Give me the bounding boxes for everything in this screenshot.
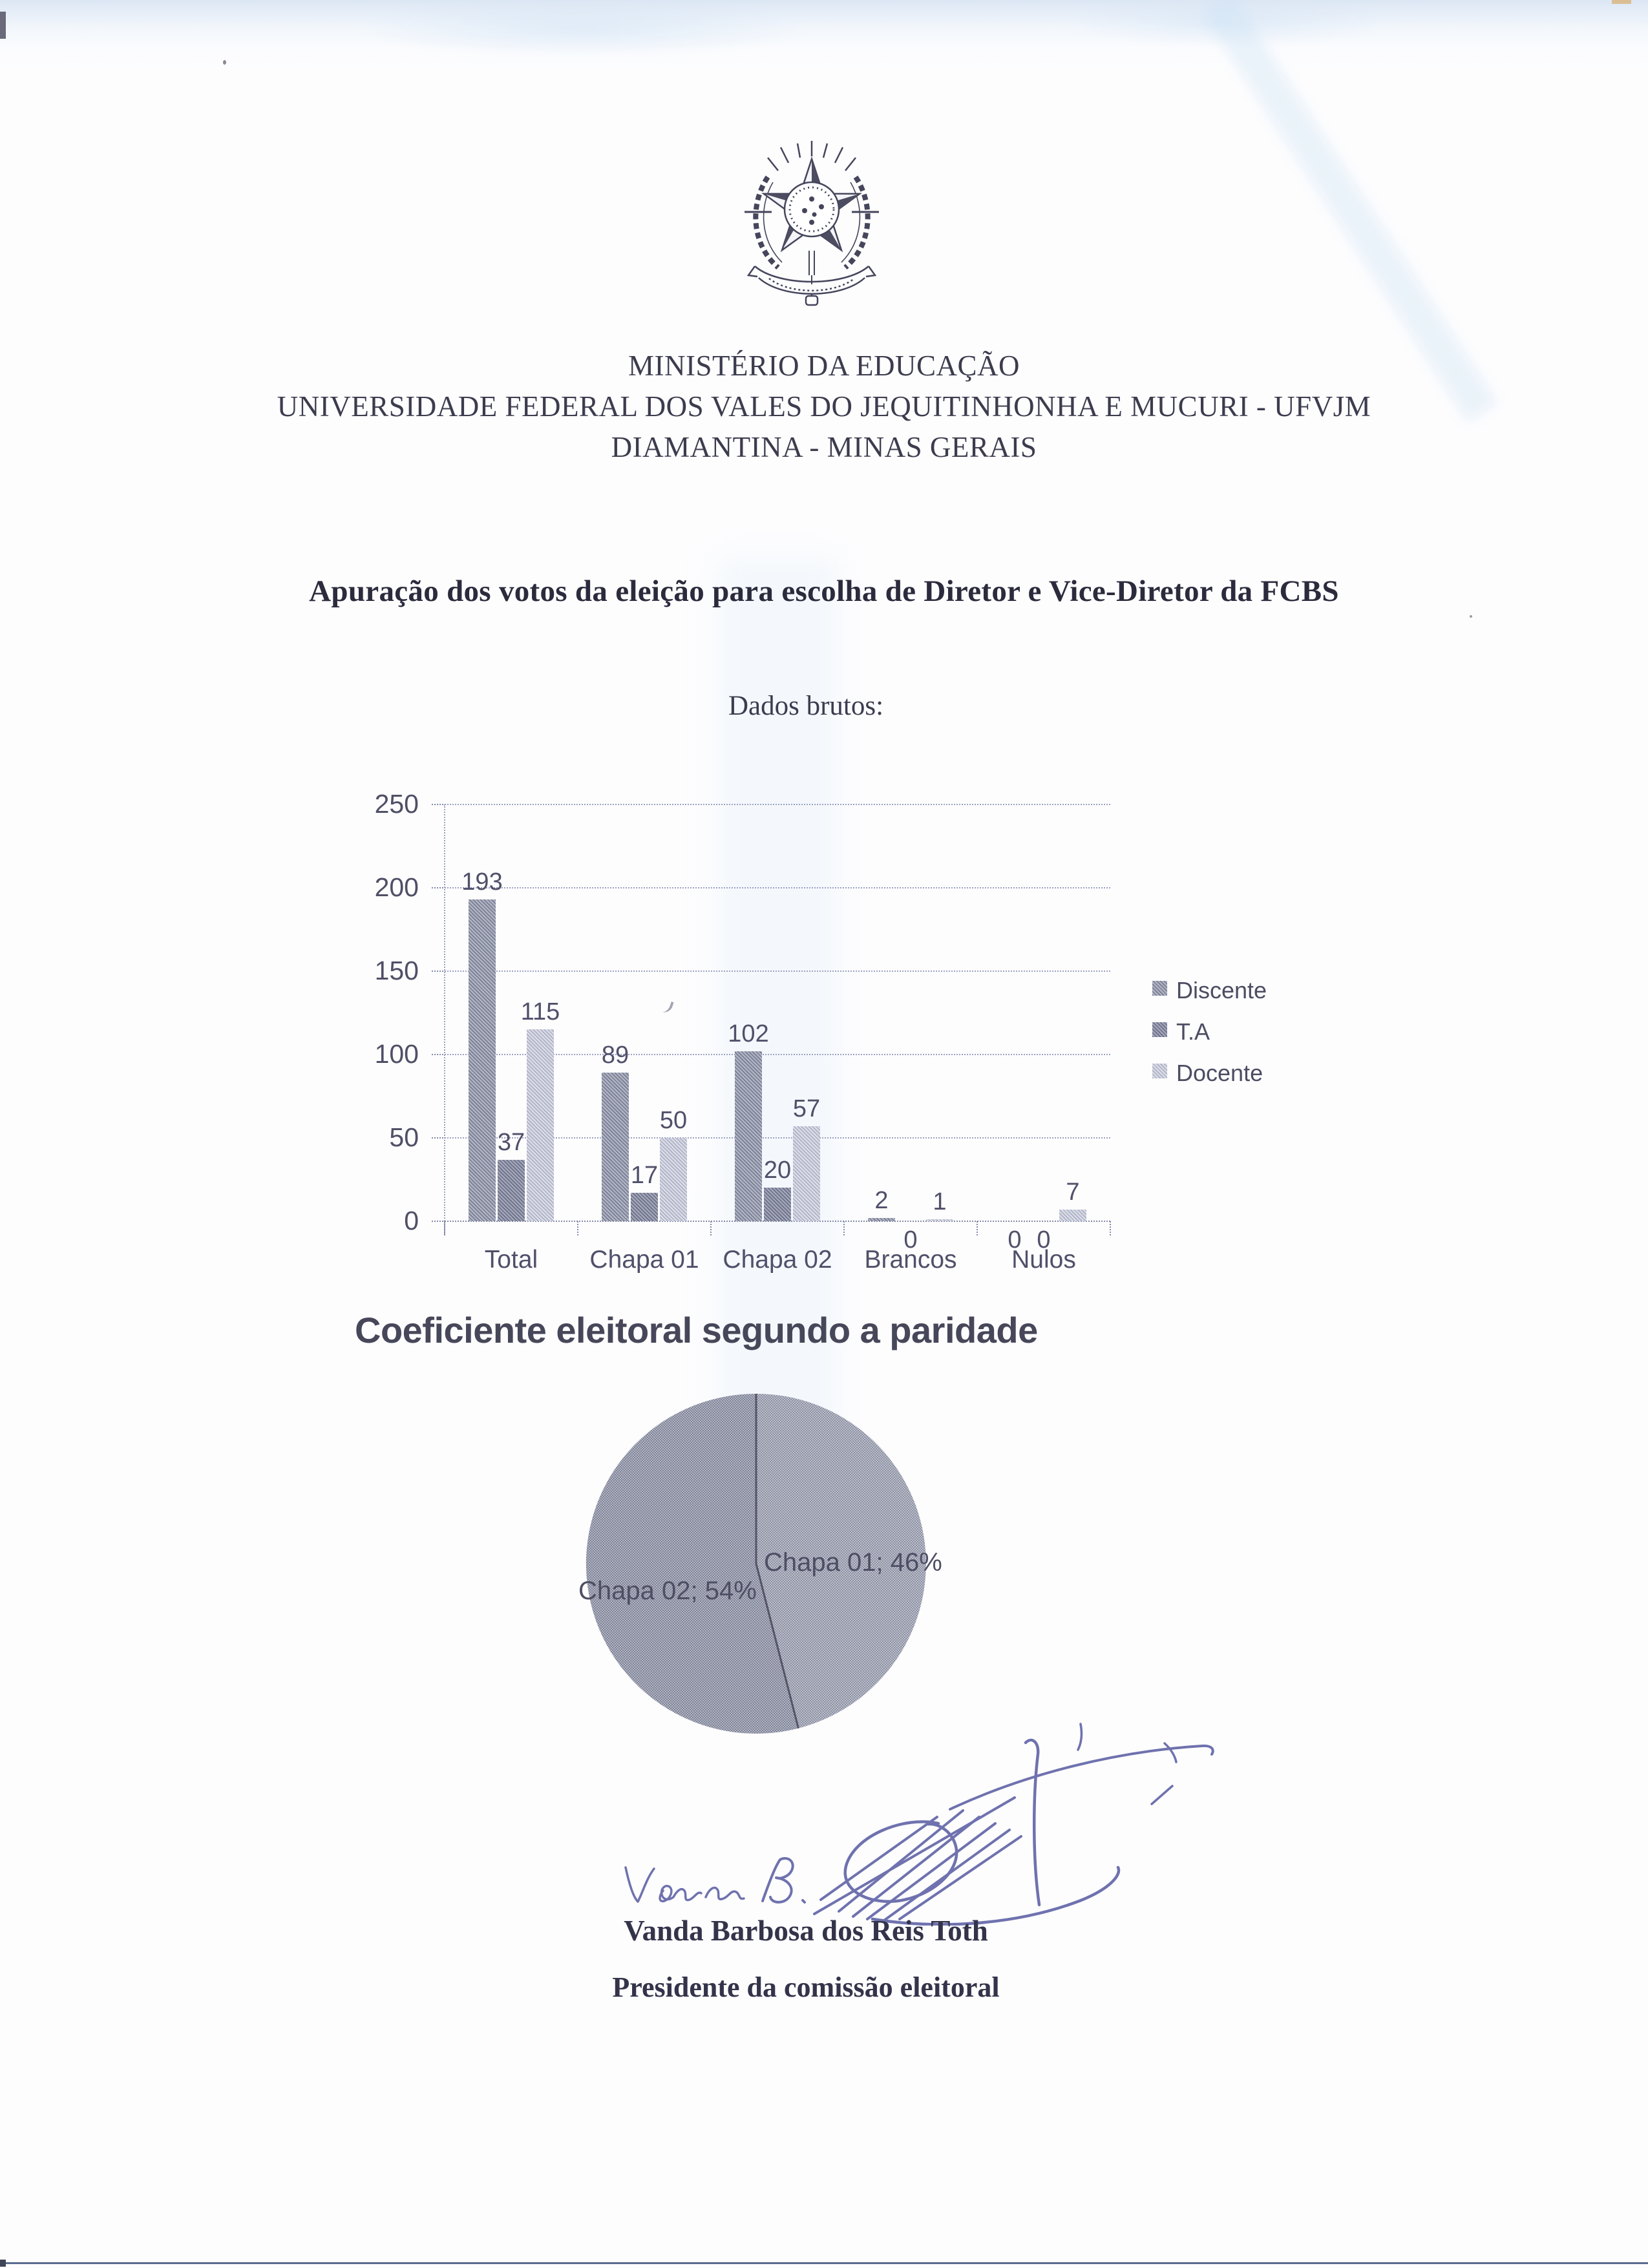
raw-data-label: Dados brutos: [728, 691, 884, 721]
bar-t.a-chapa-02 [764, 1188, 791, 1221]
legend-label: Docente [1176, 1060, 1263, 1086]
x-axis-tick [444, 1221, 445, 1235]
y-axis-tick-label: 200 [374, 872, 419, 902]
y-tick [432, 1221, 443, 1222]
bar-t.a-chapa-01 [631, 1193, 658, 1221]
bar-value-label: 50 [659, 1107, 688, 1134]
gridline-200 [445, 887, 1110, 888]
bar-value-label: 20 [763, 1157, 792, 1184]
gridline-250 [445, 804, 1110, 805]
pie-label-chapa-02: Chapa 02; 54% [578, 1577, 757, 1605]
bar-docente-brancos [926, 1219, 953, 1221]
gridline-150 [445, 971, 1110, 972]
signatory-name: Vanda Barbosa dos Reis Toth [624, 1915, 988, 1947]
y-tick [432, 971, 443, 972]
bar-discente-chapa-02 [735, 1051, 762, 1221]
bar-docente-chapa-01 [660, 1138, 687, 1221]
pie-chart-title: Coeficiente eleitoral segundo a paridade [355, 1310, 1038, 1350]
x-category-label: Chapa 02 [723, 1246, 832, 1274]
bar-value-label: 89 [601, 1042, 629, 1069]
document-title: Apuração dos votos da eleição para escolha de Diretor e Vice-Diretor da FCBS [309, 574, 1339, 608]
x-axis-tick [577, 1221, 578, 1235]
ministry-line: MINISTÉRIO DA EDUCAÇÃO [628, 350, 1020, 382]
x-category-label: Brancos [864, 1246, 957, 1274]
legend-swatch-icon [1152, 1064, 1167, 1078]
y-axis-tick-label: 250 [374, 789, 419, 819]
legend-swatch-icon [1152, 981, 1167, 996]
y-tick [432, 1054, 443, 1055]
y-tick [432, 887, 443, 888]
x-axis-tick [843, 1221, 845, 1235]
y-axis-tick-label: 50 [389, 1122, 419, 1152]
bar-t.a-total [498, 1160, 525, 1221]
bar-value-label: 115 [520, 998, 560, 1025]
x-category-label: Chapa 01 [589, 1246, 699, 1274]
x-axis-tick [710, 1221, 712, 1235]
legend-label: Discente [1176, 977, 1267, 1003]
y-axis-line [444, 804, 445, 1234]
bar-docente-chapa-02 [793, 1126, 820, 1221]
signatory-role: Presidente da comissão eleitoral [612, 1971, 1000, 2003]
legend-swatch-icon [1152, 1022, 1167, 1037]
bar-value-label: 193 [461, 868, 503, 896]
bar-value-label: 0 [903, 1226, 918, 1254]
bar-docente-total [527, 1029, 554, 1221]
university-line: UNIVERSIDADE FEDERAL DOS VALES DO JEQUITINHONHA E MUCURI - UFVJM [277, 390, 1371, 423]
x-axis-tick [977, 1221, 978, 1235]
scan-bottom-edge [5, 2262, 1648, 2264]
bar-value-label: 7 [1066, 1179, 1080, 1206]
city-line: DIAMANTINA - MINAS GERAIS [611, 431, 1037, 463]
bar-value-label: 2 [874, 1187, 889, 1214]
bar-value-label: 0 [1008, 1226, 1022, 1254]
handwritten-signature [601, 1706, 1234, 1926]
legend-label: T.A [1176, 1018, 1210, 1045]
y-axis-tick-label: 150 [374, 956, 419, 985]
bar-discente-total [469, 899, 496, 1221]
y-tick [432, 1137, 443, 1139]
y-axis-tick-label: 0 [404, 1206, 419, 1235]
bar-value-label: 17 [630, 1162, 659, 1189]
x-category-label: Nulos [1011, 1246, 1076, 1274]
bar-value-label: 57 [792, 1095, 821, 1122]
bar-value-label: 0 [1037, 1226, 1051, 1254]
bar-discente-chapa-01 [602, 1073, 629, 1221]
bar-value-label: 1 [933, 1188, 947, 1215]
bar-value-label: 37 [497, 1129, 525, 1156]
y-tick [432, 804, 443, 805]
y-axis-tick-label: 100 [374, 1039, 419, 1069]
scan-bottom-corner [0, 2260, 6, 2267]
x-axis-tick [1110, 1221, 1111, 1235]
bar-docente-nulos [1059, 1210, 1086, 1221]
bar-value-label: 102 [728, 1020, 769, 1047]
pie-label-chapa-01: Chapa 01; 46% [764, 1548, 942, 1577]
x-category-label: Total [484, 1246, 538, 1274]
bar-discente-brancos [868, 1218, 895, 1221]
